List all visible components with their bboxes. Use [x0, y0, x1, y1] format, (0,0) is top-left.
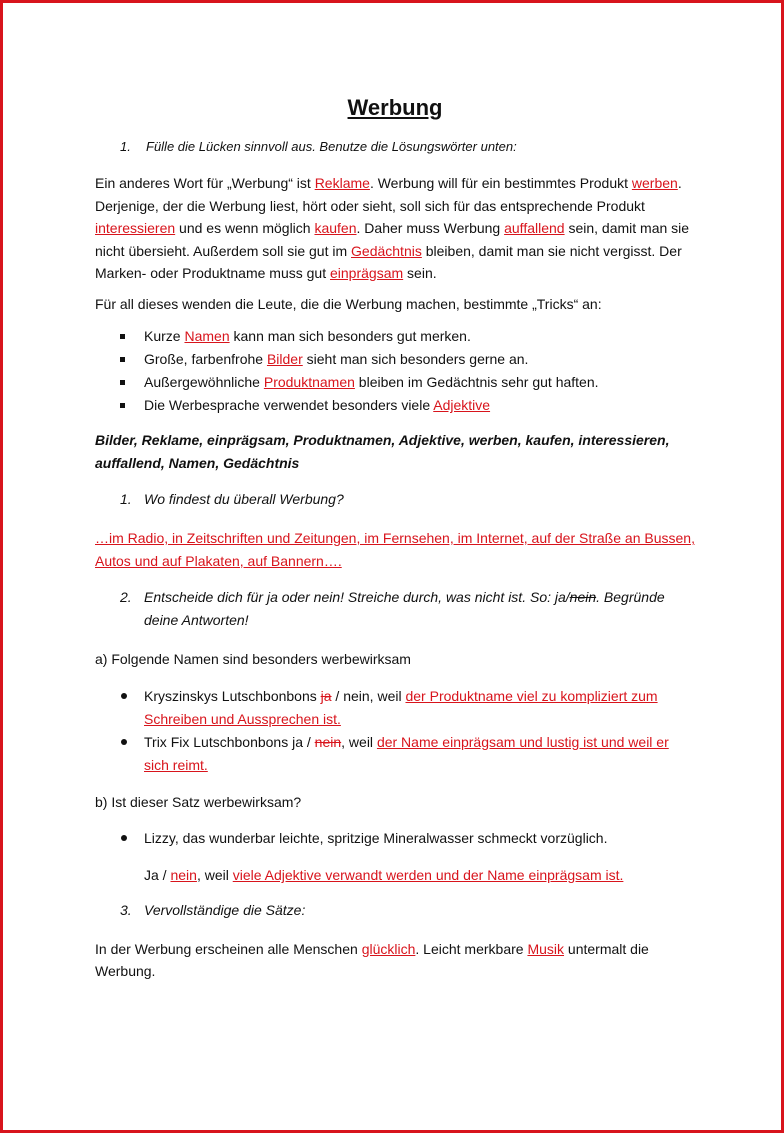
part-b-list: [95, 827, 695, 850]
tricks-intro: Für all dieses wenden die Leute, die die Werbung machen, bestimmte „Tricks“ an:: [95, 295, 602, 312]
answer-word: werben: [631, 175, 678, 191]
text: kann man sich besonders gut merken.: [229, 328, 471, 344]
answer-word: Adjektive: [433, 397, 491, 413]
answer-word: glücklich: [361, 940, 416, 957]
answer-word: Produktnamen: [263, 374, 355, 390]
text: untermalt die Werbung.: [95, 940, 649, 979]
list-item: [120, 348, 695, 371]
question-number: 2.: [120, 589, 132, 605]
text: sein, damit man sie nicht übersieht. Außerdem soll sie gut im: [95, 220, 690, 259]
part-b-answer: [95, 864, 695, 887]
text: . Leicht merkbare: [415, 940, 528, 957]
text: Ein anderes Wort für „Werbung“ ist: [95, 175, 315, 191]
tricks-list: [95, 325, 695, 417]
question-text: Wo findest du überall Werbung?: [144, 491, 344, 507]
text: bleiben im Gedächtnis sehr gut haften.: [354, 374, 599, 390]
question-number: 1.: [120, 491, 132, 507]
struck-word: nein: [314, 733, 342, 750]
text: / nein, weil: [331, 687, 406, 704]
answer-reason: viele Adjektive verwandt werden und der Name einprägsam ist.: [232, 867, 624, 883]
page-title: Werbung: [347, 95, 443, 120]
task-number: 1.: [120, 139, 131, 154]
list-item: [120, 731, 695, 777]
answer-word: einprägsam: [330, 265, 404, 281]
answer-word: interessieren: [95, 220, 176, 236]
part-a-heading: a) Folgende Namen sind besonders werbewirksam: [95, 651, 411, 667]
struck-word: ja: [320, 687, 332, 704]
list-item: [120, 325, 695, 348]
text: Kurze: [144, 328, 185, 344]
text: Trix Fix Lutschbonbons ja /: [144, 733, 315, 750]
answer-word: Bilder: [266, 351, 303, 367]
text: , weil: [341, 733, 377, 750]
task-text: Fülle die Lücken sinnvoll aus. Benutze die Lösungswörter unten:: [146, 139, 517, 154]
text: Große, farbenfrohe: [144, 351, 267, 367]
worksheet-content: [95, 95, 695, 983]
question-3: [95, 899, 695, 922]
answer-reason: der Name einprägsam und lustig ist und weil er sich reimt.: [144, 733, 669, 773]
answer-word: kaufen: [314, 220, 357, 236]
text: . Derjenige, der die Werbung liest, hört oder sieht, soll sich für das entsprechende Produkt: [95, 175, 682, 214]
text: . Daher muss Werbung: [356, 220, 505, 236]
text: . Begründe deine Antworten!: [144, 589, 665, 628]
part-b-heading: b) Ist dieser Satz werbewirksam?: [95, 793, 302, 810]
cloze-paragraph: [95, 172, 695, 285]
answer-reason: der Produktname viel zu kompliziert zum Schreiben und Aussprechen ist.: [144, 687, 658, 727]
question-1: [95, 488, 695, 511]
answer-word: Reklame: [314, 175, 370, 191]
text: , weil: [196, 867, 233, 883]
part-a-list: [95, 685, 695, 777]
text: . Werbung will für ein bestimmtes Produkt: [369, 175, 632, 191]
text: sein.: [403, 265, 437, 281]
answer-word: Musik: [527, 940, 565, 957]
word-bank: Bilder, Reklame, einprägsam, Produktnamen, Adjektive, werben, kaufen, interessieren, auffallend, Namen, Gedächtnis: [95, 432, 670, 471]
question-text: Vervollständige die Sätze:: [144, 901, 306, 918]
text: Außergewöhnliche: [144, 374, 264, 390]
text: Entscheide dich für ja oder nein! Streiche durch, was nicht ist. So: ja/: [144, 589, 570, 605]
text: bleiben, damit man sie nicht vergisst. Der Marken- oder Produktname muss gut: [95, 242, 682, 281]
task-1: [95, 139, 695, 154]
list-item: [120, 371, 695, 394]
text: Kryszinskys Lutschbonbons: [144, 687, 321, 704]
struck-word: nein: [569, 589, 597, 605]
answer-word: Namen: [184, 328, 230, 344]
question-2: [95, 586, 695, 632]
final-paragraph: [95, 938, 695, 983]
list-item: [120, 685, 695, 731]
answer-word: Gedächtnis: [351, 242, 422, 259]
question-number: 3.: [120, 901, 132, 918]
answer-1: …im Radio, in Zeitschriften und Zeitungen, im Fernsehen, im Internet, auf der Straße an Bussen, Autos und auf Plakaten, auf Bannern….: [95, 530, 695, 569]
list-item: [120, 394, 695, 417]
text: In der Werbung erscheinen alle Menschen: [95, 940, 362, 957]
question-text: [144, 586, 695, 632]
list-item: Lizzy, das wunderbar leichte, spritzige Mineralwasser schmeckt vorzüglich.: [120, 827, 695, 850]
text: Ja /: [144, 867, 171, 883]
answer-word: nein: [170, 867, 197, 883]
text: sieht man sich besonders gerne an.: [302, 351, 529, 367]
text: und es wenn möglich: [175, 220, 315, 236]
answer-word: auffallend: [504, 220, 565, 236]
text: Die Werbesprache verwendet besonders viele: [144, 397, 434, 413]
